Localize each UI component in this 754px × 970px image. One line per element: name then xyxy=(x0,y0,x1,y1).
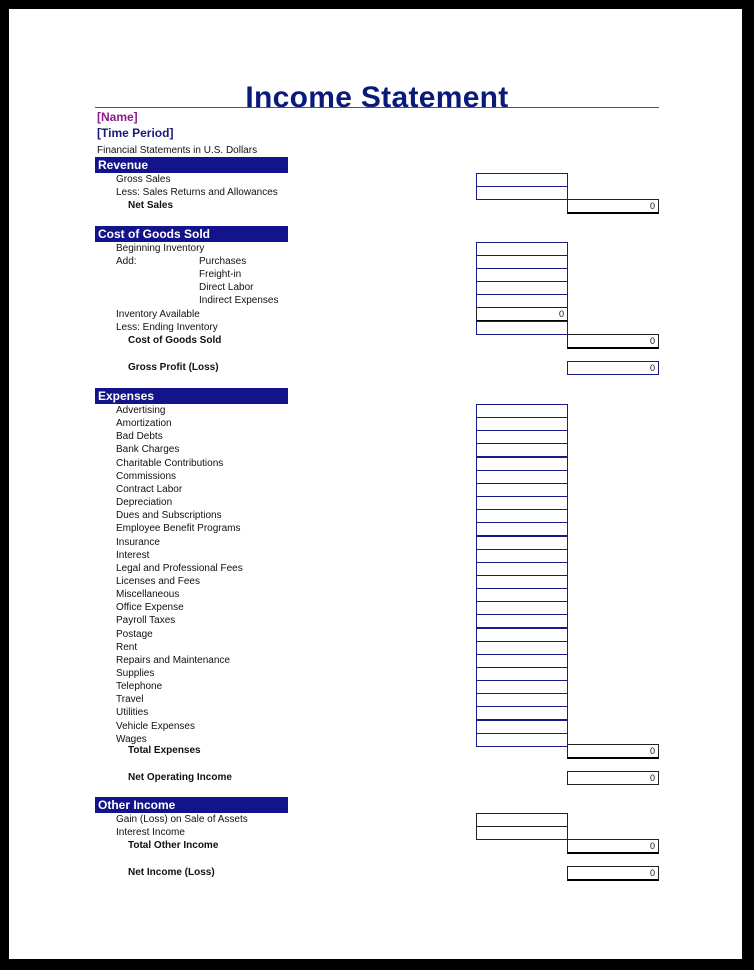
expense-label: Miscellaneous xyxy=(116,589,180,600)
expense-label: Dues and Subscriptions xyxy=(116,510,222,521)
section-header-other-income: Other Income xyxy=(95,797,288,813)
beginning-inventory-label: Beginning Inventory xyxy=(116,243,205,254)
expense-label: Bad Debts xyxy=(116,431,163,442)
add-label: Add: xyxy=(116,256,137,267)
expense-label: Insurance xyxy=(116,537,160,548)
expense-label: Interest xyxy=(116,550,150,561)
expense-label: Employee Benefit Programs xyxy=(116,523,241,534)
name-placeholder[interactable]: [Name] xyxy=(97,110,138,124)
cogs-total-label: Cost of Goods Sold xyxy=(128,335,222,346)
expense-input[interactable] xyxy=(476,430,568,444)
expense-input[interactable] xyxy=(476,628,568,642)
returns-input[interactable] xyxy=(476,186,568,200)
section-header-revenue: Revenue xyxy=(95,157,288,173)
expense-label: Contract Labor xyxy=(116,484,183,495)
expense-input[interactable] xyxy=(476,641,568,655)
total-expenses: 0 xyxy=(567,744,659,759)
interest-income-input[interactable] xyxy=(476,826,568,840)
expense-input[interactable] xyxy=(476,654,568,668)
cogs-total: 0 xyxy=(567,334,659,349)
gross-profit-label: Gross Profit (Loss) xyxy=(128,362,219,373)
expense-input[interactable] xyxy=(476,693,568,707)
indirect-expenses-input[interactable] xyxy=(476,294,568,308)
section-header-cogs: Cost of Goods Sold xyxy=(95,226,288,242)
direct-labor-input[interactable] xyxy=(476,281,568,295)
expense-input[interactable] xyxy=(476,680,568,694)
gross-profit-total: 0 xyxy=(567,361,659,375)
beginning-inventory-input[interactable] xyxy=(476,242,568,256)
net-operating-income-label: Net Operating Income xyxy=(128,772,232,783)
expense-input[interactable] xyxy=(476,536,568,550)
gross-sales-label: Gross Sales xyxy=(116,174,171,185)
gain-loss-label: Gain (Loss) on Sale of Assets xyxy=(116,814,248,825)
expense-label: Advertising xyxy=(116,405,166,416)
expense-label: Wages xyxy=(116,734,147,745)
section-header-expenses: Expenses xyxy=(95,388,288,404)
freight-in-input[interactable] xyxy=(476,268,568,282)
freight-in-label: Freight-in xyxy=(199,269,242,280)
total-other-income-label: Total Other Income xyxy=(128,840,219,851)
expense-label: Postage xyxy=(116,629,153,640)
expense-label: Repairs and Maintenance xyxy=(116,655,230,666)
expense-input[interactable] xyxy=(476,522,568,536)
expense-input[interactable] xyxy=(476,496,568,510)
expense-label: Payroll Taxes xyxy=(116,615,176,626)
subtitle: Financial Statements in U.S. Dollars xyxy=(97,145,258,156)
gross-sales-input[interactable] xyxy=(476,173,568,187)
expense-input[interactable] xyxy=(476,509,568,523)
expense-label: Legal and Professional Fees xyxy=(116,563,243,574)
expense-label: Licenses and Fees xyxy=(116,576,200,587)
expense-input[interactable] xyxy=(476,457,568,471)
expense-label: Telephone xyxy=(116,681,163,692)
expense-label: Bank Charges xyxy=(116,444,180,455)
purchases-label: Purchases xyxy=(199,256,247,267)
inventory-available-label: Inventory Available xyxy=(116,309,200,320)
document-page xyxy=(9,9,742,959)
time-period-placeholder[interactable]: [Time Period] xyxy=(97,126,174,140)
total-expenses-label: Total Expenses xyxy=(128,745,201,756)
direct-labor-label: Direct Labor xyxy=(199,282,254,293)
expense-input[interactable] xyxy=(476,588,568,602)
ending-inventory-label: Less: Ending Inventory xyxy=(116,322,218,333)
expense-input[interactable] xyxy=(476,443,568,457)
inventory-available-total: 0 xyxy=(476,307,568,322)
expense-input[interactable] xyxy=(476,549,568,563)
expense-input[interactable] xyxy=(476,733,568,747)
expense-input[interactable] xyxy=(476,720,568,734)
gain-loss-input[interactable] xyxy=(476,813,568,827)
expense-input[interactable] xyxy=(476,562,568,576)
expense-input[interactable] xyxy=(476,601,568,615)
expense-input[interactable] xyxy=(476,417,568,431)
ending-inventory-input[interactable] xyxy=(476,321,568,335)
expense-label: Travel xyxy=(116,694,144,705)
title-rule xyxy=(95,107,659,108)
net-income: 0 xyxy=(567,866,659,881)
expense-label: Amortization xyxy=(116,418,172,429)
indirect-expenses-label: Indirect Expenses xyxy=(199,295,279,306)
expense-label: Rent xyxy=(116,642,138,653)
expense-input[interactable] xyxy=(476,614,568,628)
expense-input[interactable] xyxy=(476,483,568,497)
expense-input[interactable] xyxy=(476,706,568,720)
purchases-input[interactable] xyxy=(476,255,568,269)
expense-input[interactable] xyxy=(476,404,568,418)
expense-label: Commissions xyxy=(116,471,177,482)
total-other-income: 0 xyxy=(567,839,659,854)
expense-label: Office Expense xyxy=(116,602,184,613)
net-sales-total: 0 xyxy=(567,199,659,214)
expense-label: Depreciation xyxy=(116,497,173,508)
expense-input[interactable] xyxy=(476,575,568,589)
returns-label: Less: Sales Returns and Allowances xyxy=(116,187,278,198)
page-title: Income Statement xyxy=(245,81,509,114)
expense-label: Supplies xyxy=(116,668,155,679)
net-operating-income: 0 xyxy=(567,771,659,785)
net-sales-label: Net Sales xyxy=(128,200,174,211)
expense-input[interactable] xyxy=(476,667,568,681)
expense-input[interactable] xyxy=(476,470,568,484)
expense-label: Charitable Contributions xyxy=(116,458,224,469)
net-income-label: Net Income (Loss) xyxy=(128,867,215,878)
interest-income-label: Interest Income xyxy=(116,827,185,838)
expense-label: Vehicle Expenses xyxy=(116,721,195,732)
expense-label: Utilities xyxy=(116,707,149,718)
